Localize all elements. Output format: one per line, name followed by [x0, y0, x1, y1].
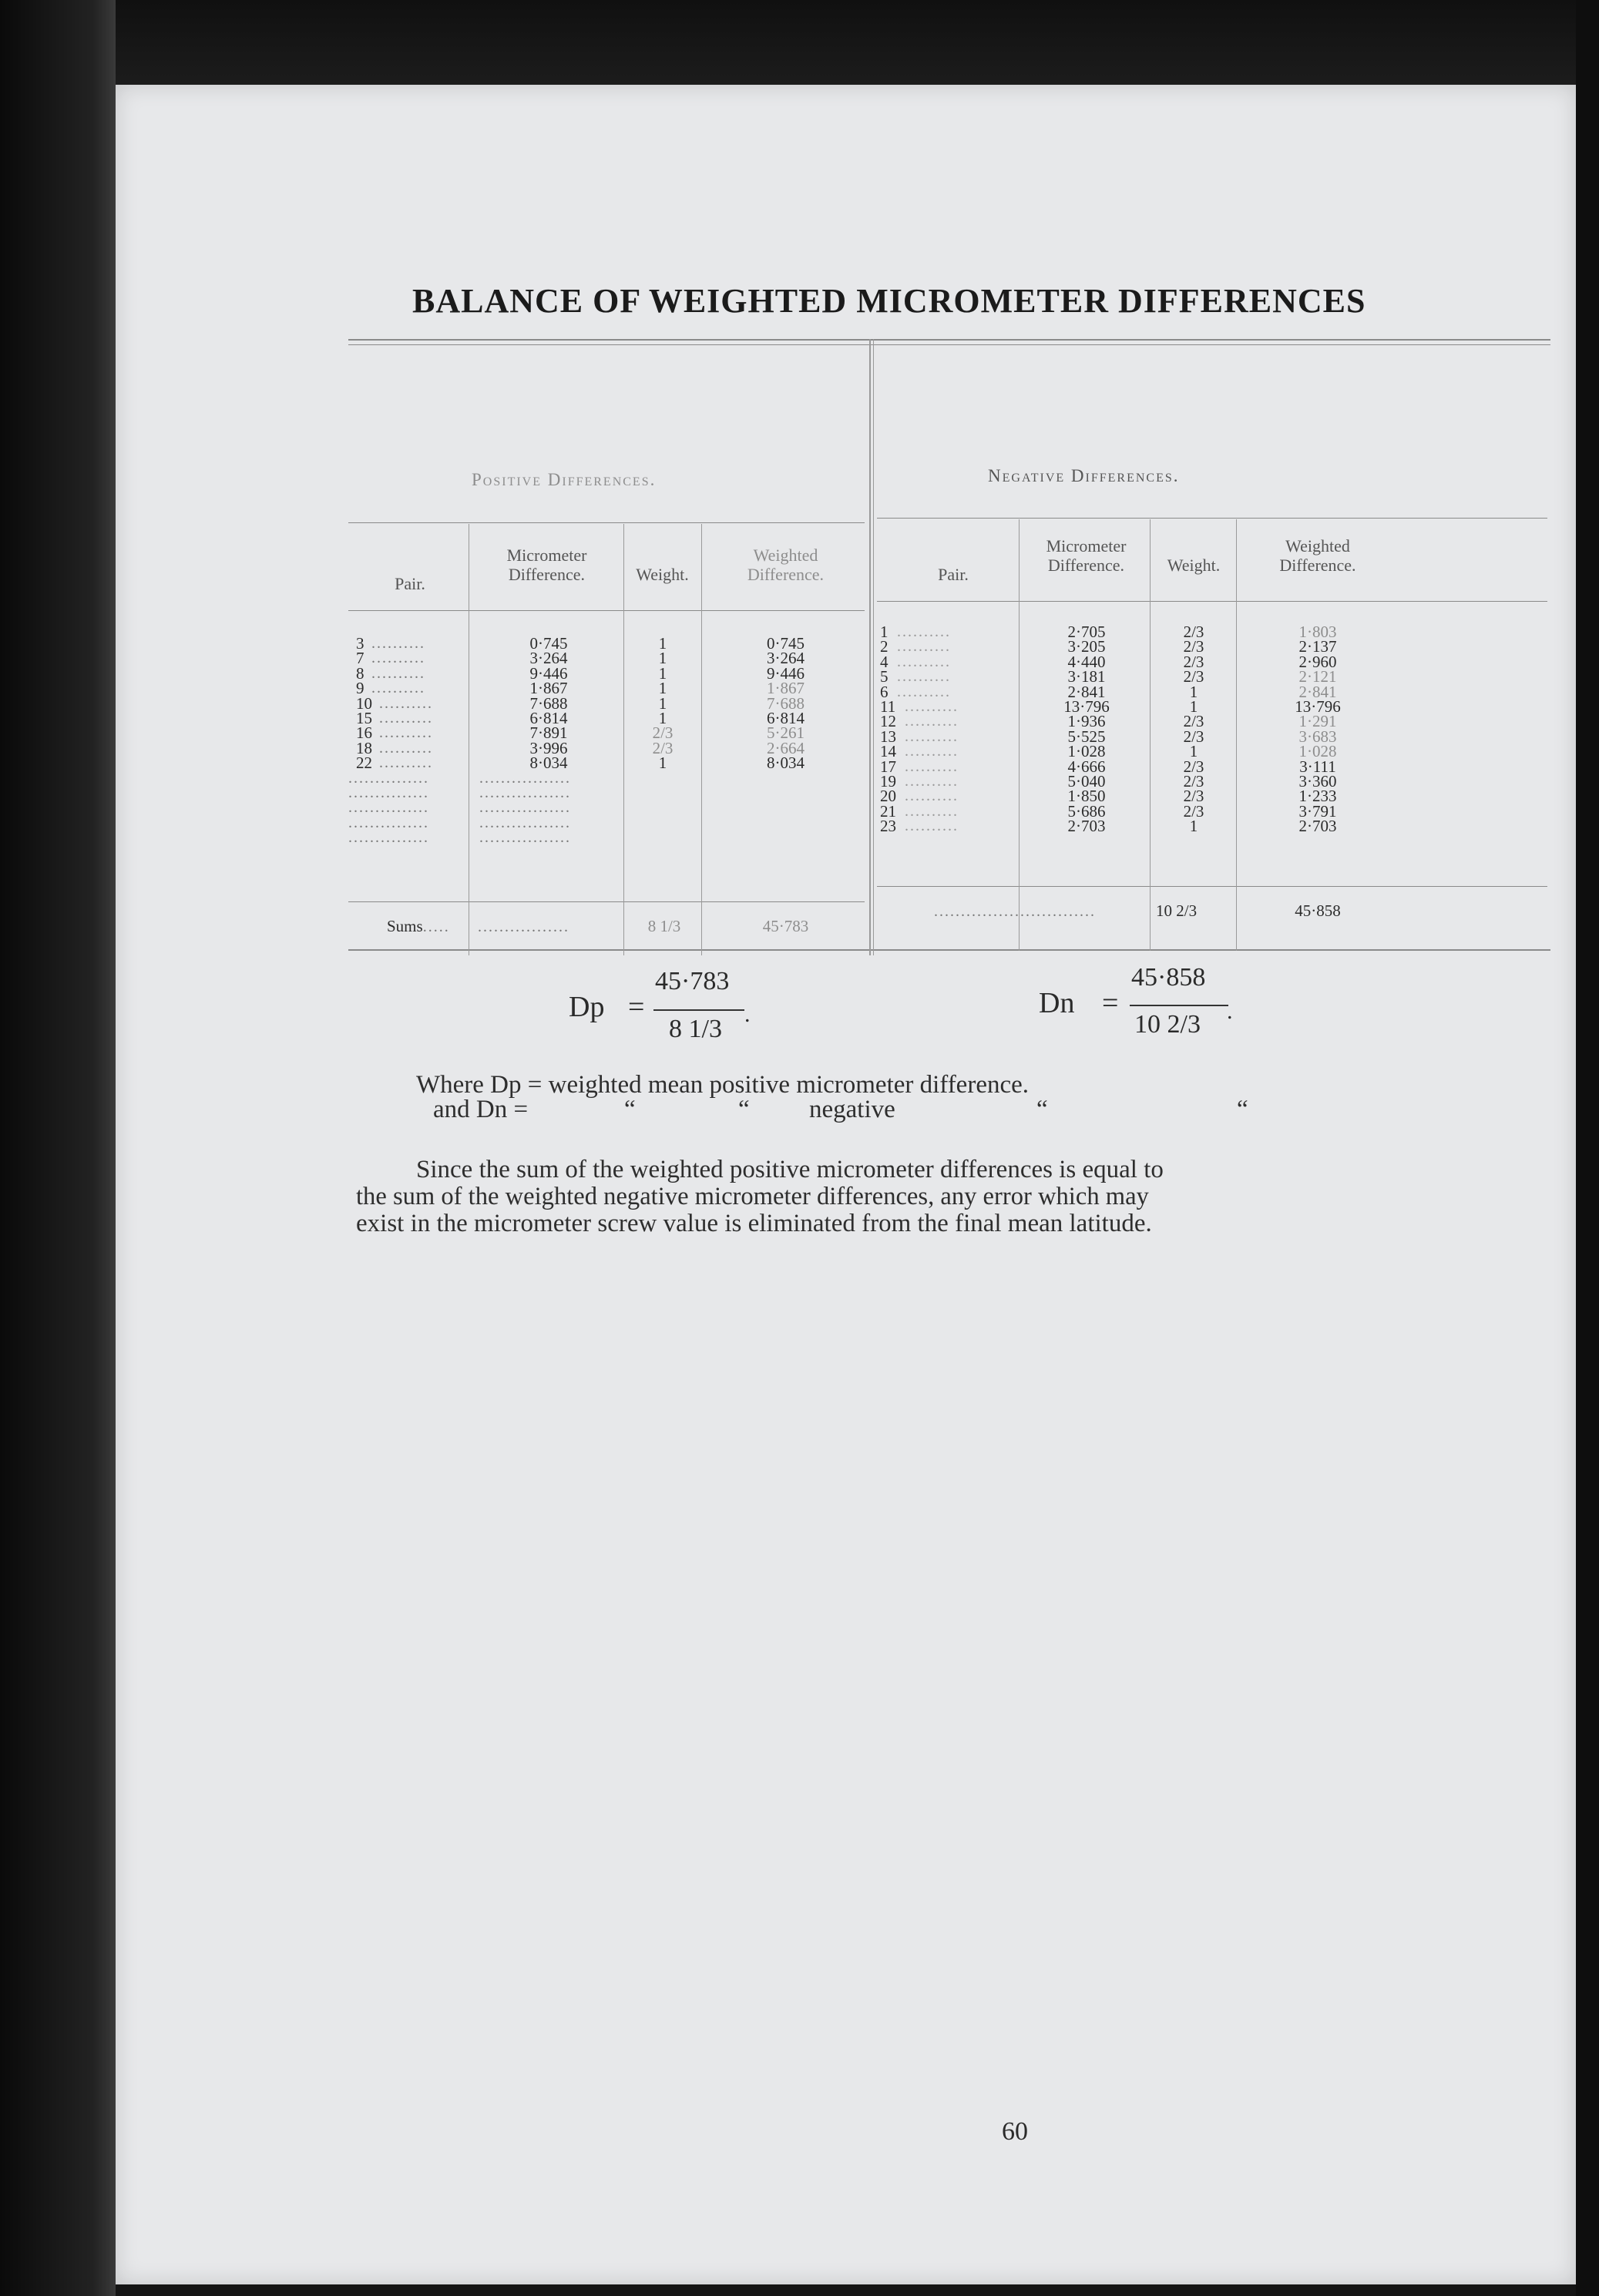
neg-weight-cell: 2/3: [1183, 772, 1204, 791]
dn-fraction-bar: [1130, 1005, 1228, 1006]
negative-section-rule: [877, 518, 1547, 519]
neg-micrometer-cell: 1·936: [1067, 712, 1106, 731]
pos-header-weighted-line2: Difference.: [747, 565, 825, 584]
pos-weight-cell: 1: [658, 663, 667, 683]
pos-col-divider-3: [701, 524, 702, 955]
neg-weight-cell: 1: [1189, 817, 1198, 836]
neg-pair-leader: ..........: [905, 713, 959, 730]
table-top-rule-2: [348, 344, 1550, 345]
negative-sums-rule: [877, 886, 1547, 887]
neg-weighted-cell: 3·360: [1298, 772, 1337, 791]
neg-pair-cell: 21: [880, 801, 896, 821]
neg-pair-leader: ..........: [905, 698, 959, 715]
pos-micrometer-cell: 9·446: [529, 663, 568, 683]
neg-pair-leader: ..........: [897, 623, 951, 640]
neg-weighted-cell: 13·796: [1295, 697, 1341, 716]
neg-pair-leader: ..........: [905, 743, 959, 760]
positive-sums-rule: [348, 901, 865, 902]
table-top-rule: [348, 339, 1550, 341]
pos-weighted-cell: 9·446: [767, 663, 805, 683]
neg-col-divider-2: [1150, 519, 1151, 951]
paragraph-line-2: the sum of the weighted negative micrometer differences, any error which may: [356, 1183, 1149, 1210]
neg-weight-cell: 2/3: [1183, 727, 1204, 746]
neg-micrometer-cell: 3·205: [1067, 637, 1106, 656]
neg-weighted-cell: 3·111: [1299, 757, 1336, 776]
pos-weight-cell: 1: [658, 634, 667, 653]
pos-empty-row-dots: ...............: [348, 769, 429, 787]
neg-pair-leader: ..........: [905, 757, 959, 775]
differences-table: [348, 339, 1550, 955]
neg-header-weighted-line2: Difference.: [1279, 556, 1356, 575]
pos-empty-row-dots: .................: [479, 769, 571, 787]
pos-pair-cell: 18: [356, 738, 372, 757]
definition-negative: negative: [809, 1096, 895, 1123]
center-divider-2: [873, 339, 874, 955]
neg-micrometer-cell: 4·440: [1067, 652, 1106, 671]
neg-weighted-cell: 3·683: [1298, 727, 1337, 746]
neg-weight-cell: 2/3: [1183, 757, 1204, 776]
neg-pair-cell: 11: [880, 697, 896, 716]
neg-header-weight: Weight.: [1167, 556, 1221, 575]
pos-header-weighted: [710, 545, 861, 584]
pos-weight-cell: 2/3: [652, 738, 674, 757]
neg-weight-cell: 1: [1189, 682, 1198, 701]
pos-weighted-cell: 6·814: [767, 709, 805, 727]
pos-weight-cell: 1: [658, 693, 667, 713]
neg-pair-cell: 4: [880, 652, 889, 671]
pos-pair-cell: 3: [356, 634, 364, 653]
pos-pair-leader: ..........: [379, 754, 433, 772]
neg-micrometer-cell: 3·181: [1067, 667, 1106, 686]
pos-micrometer-cell: 0·745: [529, 634, 568, 653]
pos-weighted-cell: 1·867: [767, 679, 805, 698]
neg-micrometer-cell: 4·666: [1067, 757, 1106, 776]
neg-header-weighted: [1241, 536, 1395, 575]
neg-weight-cell: 1: [1189, 697, 1198, 716]
pos-weighted-cell: 3·264: [767, 649, 805, 668]
neg-weighted-cell: 2·703: [1298, 817, 1337, 836]
neg-pair-cell: 20: [880, 787, 896, 806]
pos-pair-cell: 8: [356, 663, 364, 683]
definition-line-2-lead: and Dn =: [433, 1096, 529, 1123]
neg-pair-cell: 12: [880, 712, 896, 731]
pos-micrometer-cell: 1·867: [529, 679, 568, 698]
neg-weight-cell: 2/3: [1183, 652, 1204, 671]
page-number: 60: [1002, 2117, 1028, 2146]
neg-micrometer-cell: 5·040: [1067, 772, 1106, 791]
pos-weighted-cell: 8·034: [767, 754, 805, 773]
neg-pair-cell: 2: [880, 637, 889, 656]
neg-weighted-cell: 2·841: [1298, 682, 1337, 701]
positive-header-rule: [348, 610, 865, 611]
pos-sum-dots: .................: [478, 918, 569, 935]
neg-header-weighted-line1: Weighted: [1285, 536, 1350, 556]
scan-background-top: [0, 0, 1599, 85]
dp-label: Dp: [569, 991, 605, 1023]
neg-pair-cell: 14: [880, 742, 896, 761]
dn-denominator: 10 2/3: [1134, 1010, 1201, 1039]
neg-col-divider-3: [1236, 519, 1237, 951]
paragraph-line-1: Since the sum of the weighted positive micrometer differences is equal to: [416, 1156, 1164, 1183]
neg-pair-cell: 1: [880, 623, 889, 641]
neg-weighted-cell: 1·803: [1298, 623, 1337, 641]
neg-weight-cell: 1: [1189, 742, 1198, 761]
pos-header-pair: Pair.: [395, 574, 425, 593]
pos-empty-row-dots: .................: [479, 799, 571, 817]
pos-sum-weight: 8 1/3: [647, 917, 681, 935]
neg-pair-cell: 13: [880, 727, 896, 746]
neg-pair-leader: ..........: [897, 683, 951, 700]
dp-denominator: 8 1/3: [669, 1015, 722, 1043]
pos-pair-cell: 16: [356, 723, 372, 743]
neg-weight-cell: 2/3: [1183, 801, 1204, 821]
pos-pair-leader: ..........: [371, 635, 425, 652]
ditto-mark-3: “: [1036, 1096, 1048, 1123]
neg-pair-leader: ..........: [905, 802, 959, 820]
neg-micrometer-cell: 1·850: [1067, 787, 1106, 806]
neg-weighted-cell: 2·137: [1298, 637, 1337, 656]
pos-micrometer-cell: 3·264: [529, 649, 568, 668]
pos-pair-leader: ..........: [379, 739, 433, 757]
pos-empty-row-dots: ...............: [348, 829, 429, 847]
pos-pair-leader: ..........: [379, 724, 433, 742]
neg-pair-leader: ..........: [897, 668, 951, 686]
pos-header-weight: Weight.: [636, 565, 689, 584]
pos-pair-cell: 7: [356, 649, 364, 668]
pos-empty-row-dots: .................: [479, 784, 571, 801]
neg-weighted-cell: 2·121: [1298, 667, 1337, 686]
pos-micrometer-cell: 8·034: [529, 754, 568, 773]
pos-weight-cell: 1: [658, 679, 667, 698]
negative-section-title: Negative Differences.: [988, 466, 1180, 485]
sums-label-text: Sums: [387, 917, 423, 935]
neg-weight-cell: 2/3: [1183, 787, 1204, 806]
pos-empty-row-dots: .................: [479, 829, 571, 847]
pos-pair-leader: ..........: [379, 694, 433, 712]
neg-pair-cell: 6: [880, 682, 889, 701]
neg-micrometer-cell: 2·841: [1067, 682, 1106, 701]
neg-pair-cell: 17: [880, 757, 896, 776]
pos-pair-leader: ..........: [371, 680, 425, 697]
dn-equals: =: [1102, 987, 1119, 1019]
neg-weighted-cell: 3·791: [1298, 801, 1337, 821]
dp-fraction-bar: [653, 1009, 744, 1011]
neg-micrometer-cell: 5·686: [1067, 801, 1106, 821]
neg-pair-leader: ..........: [897, 653, 951, 670]
neg-weighted-cell: 1·233: [1298, 787, 1337, 806]
neg-sum-weighted: 45·858: [1295, 901, 1341, 920]
neg-header-micrometer: [1026, 536, 1146, 575]
pos-weighted-cell: 2·664: [767, 738, 805, 757]
neg-weighted-cell: 2·960: [1298, 652, 1337, 671]
neg-header-micrometer-line1: Micrometer: [1046, 536, 1127, 556]
neg-weighted-cell: 1·028: [1298, 742, 1337, 761]
dn-numerator: 45·858: [1131, 963, 1206, 992]
pos-header-micrometer: [475, 545, 618, 584]
dp-numerator: 45·783: [655, 967, 730, 995]
neg-weight-cell: 2/3: [1183, 667, 1204, 686]
neg-pair-cell: 19: [880, 772, 896, 791]
pos-micrometer-cell: 7·891: [529, 723, 568, 743]
neg-micrometer-cell: 2·705: [1067, 623, 1106, 641]
ditto-mark-4: “: [1237, 1096, 1248, 1123]
pos-header-micrometer-line2: Difference.: [508, 565, 586, 584]
dp-equals: =: [628, 991, 645, 1023]
pos-sum-weighted: 45·783: [762, 917, 809, 935]
sums-label: Sums.....: [387, 917, 450, 935]
neg-micrometer-cell: 13·796: [1063, 697, 1110, 716]
table-bottom-rule: [348, 949, 1550, 951]
neg-micrometer-cell: 2·703: [1067, 817, 1106, 836]
document-page: [116, 85, 1576, 2284]
pos-pair-cell: 22: [356, 754, 372, 773]
paragraph-line-3: exist in the micrometer screw value is eliminated from the final mean latitude.: [356, 1210, 1152, 1237]
pos-pair-leader: ..........: [371, 664, 425, 682]
scan-background-right: [1576, 0, 1599, 2296]
pos-header-micrometer-line1: Micrometer: [506, 545, 587, 565]
ditto-mark-2: “: [738, 1096, 750, 1123]
neg-pair-cell: 23: [880, 817, 896, 836]
pos-pair-leader: ..........: [379, 710, 433, 727]
neg-header-micrometer-line2: Difference.: [1047, 556, 1125, 575]
definition-line-1: Where Dp = weighted mean positive micrometer difference.: [416, 1071, 1030, 1099]
neg-pair-leader: ..........: [905, 787, 959, 805]
pos-weight-cell: 2/3: [652, 723, 674, 743]
pos-micrometer-cell: 7·688: [529, 693, 568, 713]
neg-pair-leader: ..........: [905, 773, 959, 790]
pos-pair-cell: 15: [356, 709, 372, 727]
pos-pair-cell: 9: [356, 679, 364, 698]
pos-pair-cell: 10: [356, 693, 372, 713]
pos-micrometer-cell: 3·996: [529, 738, 568, 757]
ditto-mark-1: “: [624, 1096, 636, 1123]
neg-micrometer-cell: 5·525: [1067, 727, 1106, 746]
neg-sum-dots: ..............................: [934, 903, 1096, 920]
positive-section-rule: [348, 522, 865, 523]
pos-weight-cell: 1: [658, 754, 667, 773]
pos-weighted-cell: 0·745: [767, 634, 805, 653]
pos-weight-cell: 1: [658, 649, 667, 668]
neg-weight-cell: 2/3: [1183, 637, 1204, 656]
neg-micrometer-cell: 1·028: [1067, 742, 1106, 761]
positive-section-title: Positive Differences.: [472, 470, 657, 489]
pos-weight-cell: 1: [658, 709, 667, 727]
pos-empty-row-dots: ...............: [348, 814, 429, 831]
neg-pair-leader: ..........: [905, 817, 959, 835]
neg-col-divider-1: [1019, 519, 1020, 951]
pos-pair-leader: ..........: [371, 650, 425, 667]
neg-header-pair: Pair.: [938, 565, 969, 584]
neg-weight-cell: 2/3: [1183, 623, 1204, 641]
dp-period: .: [744, 1002, 751, 1027]
page-title: BALANCE OF WEIGHTED MICROMETER DIFFERENCES: [412, 282, 1366, 320]
dn-label: Dn: [1039, 987, 1075, 1019]
pos-empty-row-dots: ...............: [348, 799, 429, 817]
neg-pair-leader: ..........: [897, 638, 951, 656]
pos-empty-row-dots: .................: [479, 814, 571, 831]
neg-weight-cell: 2/3: [1183, 712, 1204, 731]
neg-sum-weight: 10 2/3: [1156, 901, 1198, 920]
pos-col-divider-2: [623, 524, 624, 955]
neg-pair-leader: ..........: [905, 727, 959, 745]
center-divider: [869, 339, 871, 955]
scan-background-left: [0, 0, 116, 2296]
pos-header-weighted-line1: Weighted: [753, 545, 818, 565]
pos-empty-row-dots: ...............: [348, 784, 429, 801]
neg-pair-cell: 5: [880, 667, 889, 686]
neg-weighted-cell: 1·291: [1298, 712, 1337, 731]
pos-weighted-cell: 7·688: [767, 693, 805, 713]
pos-weighted-cell: 5·261: [767, 723, 805, 743]
dn-period: .: [1227, 999, 1233, 1024]
negative-header-rule: [877, 601, 1547, 602]
pos-micrometer-cell: 6·814: [529, 709, 568, 727]
